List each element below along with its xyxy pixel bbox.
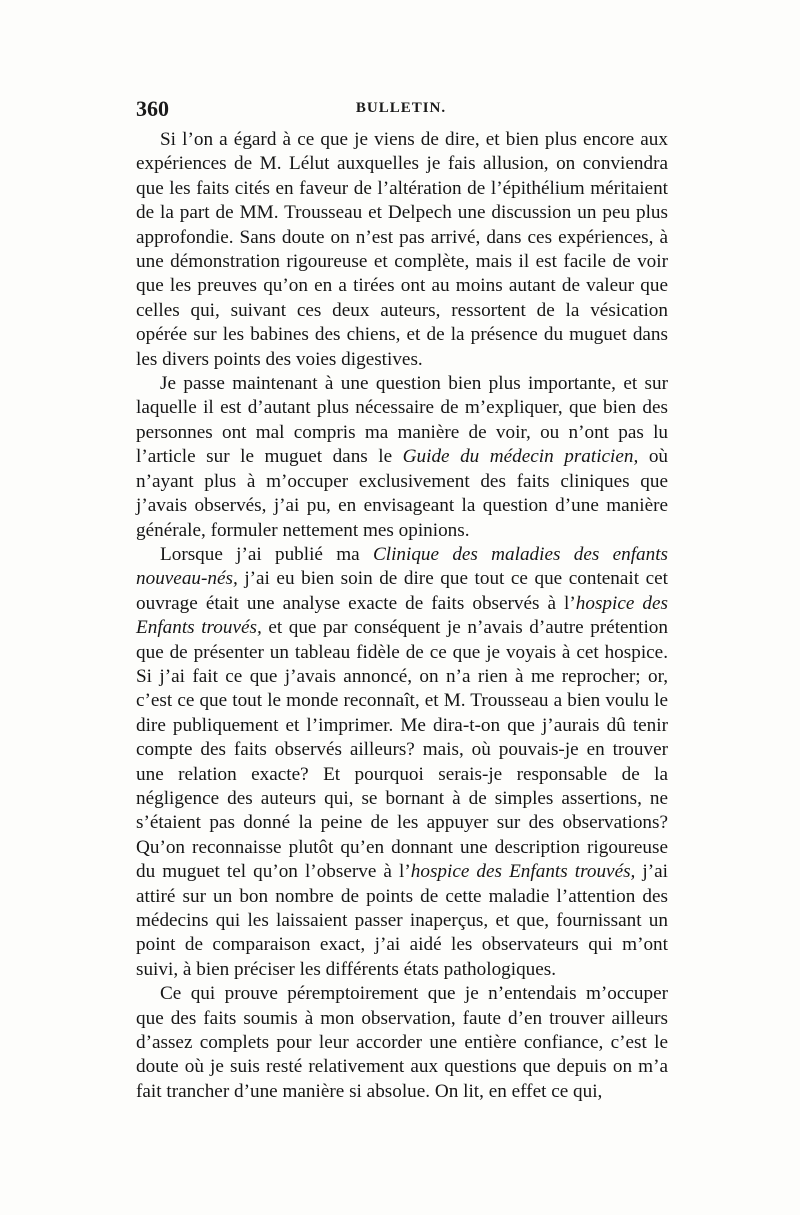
paragraph-2 (136, 372, 668, 543)
running-head: BULLETIN. (355, 100, 447, 116)
paragraph-text: j’ai attiré sur un bon nombre de points de cette maladie l’attention des médecins qui les laissaient passer inaperçus, et que, fournissant un point de comparaison exact, j’ai aidé les observateurs qui m’ont suivi, à bien préciser les différents états pathologiques. (136, 861, 668, 980)
institution-name: hospice des Enfants trouvés, (136, 592, 668, 639)
body-text (136, 128, 668, 1104)
book-title-clinique: Clinique des maladies des enfants nouveau-nés, (136, 543, 669, 590)
paragraph-text: j’ai eu bien soin de dire que tout ce que contenait cet ouvrage était une analyse exacte de faits observés à l’ (136, 568, 668, 614)
page-number: 360 (136, 96, 169, 121)
paragraph-text: où n’ayant plus à m’occuper exclusivement des faits cliniques que j’avais observés, j’ai pu, en envisageant la question d’une manière générale, formuler nettement mes opinions. (136, 446, 669, 541)
paragraph-4 (136, 982, 668, 1104)
paragraph-text: Si l’on a égard à ce que je viens de dire, et bien plus encore aux expériences de M. Lélut auxquelles je fais allusion, on conviendra que les faits cités en faveur de l’altération de l’épithélium méritaient de la part de MM. Trousseau et Delpech une discussion un peu plus approfondie. Sans doute on n’est pas arrivé, dans ces expériences, à une démonstration rigoureuse et complète, mais il est facile de voir que les preuves qu’on en a tirées ont au moins autant de valeur que celles qui, suivant ces deux auteurs, ressortent de la vésication opérée sur les babines des chiens, et de la présence du muguet dans les divers points des voies digestives. (136, 129, 668, 370)
paragraph-1 (136, 128, 668, 372)
book-title-guide: Guide du médecin praticien, (402, 446, 639, 468)
page-header (136, 96, 666, 126)
paragraph-text: Lorsque j’ai publié ma (160, 543, 373, 565)
paragraph-3 (136, 543, 668, 982)
paragraph-text: Ce qui prouve péremptoirement que je n’entendais m’occuper que des faits soumis à mon observation, faute d’en trouver ailleurs d’assez complets pour leur accorder une entière confiance, c’est le doute où je suis resté relativement aux questions que depuis on m’a fait trancher d’une manière si absolue. On lit, en effet ce qui, (136, 983, 668, 1102)
paragraph-text: Je passe maintenant à une question bien plus importante, et sur laquelle il est d’autant plus nécessaire de m’expliquer, que bien des personnes ont mal compris ma manière de voir, ou n’ont pas lu l’article sur le muguet dans le (136, 373, 668, 468)
institution-name: hospice des Enfants trouvés, (410, 861, 636, 883)
paragraph-text: et que par conséquent je n’avais d’autre prétention que de présenter un tableau fidèle de ce que je voyais à cet hospice. Si j’ai fait ce que j’avais annoncé, on n’a rien à me reprocher; or, c’est ce que tout le monde reconnaît, et M. Trousseau a bien voulu le dire publiquement et l’imprimer. Me dira-t-on que j’aurais dû tenir compte des faits observés ailleurs? mais, où pouvais-je en trouver une relation exacte? Et pourquoi serais-je responsable de la négligence des auteurs qui, se bornant à de simples assertions, ne s’étaient pas donné la peine de les appuyer sur des observations? Qu’on reconnaisse plutôt qu’en donnant une description rigoureuse du muguet tel qu’on l’observe à l’ (136, 617, 668, 883)
